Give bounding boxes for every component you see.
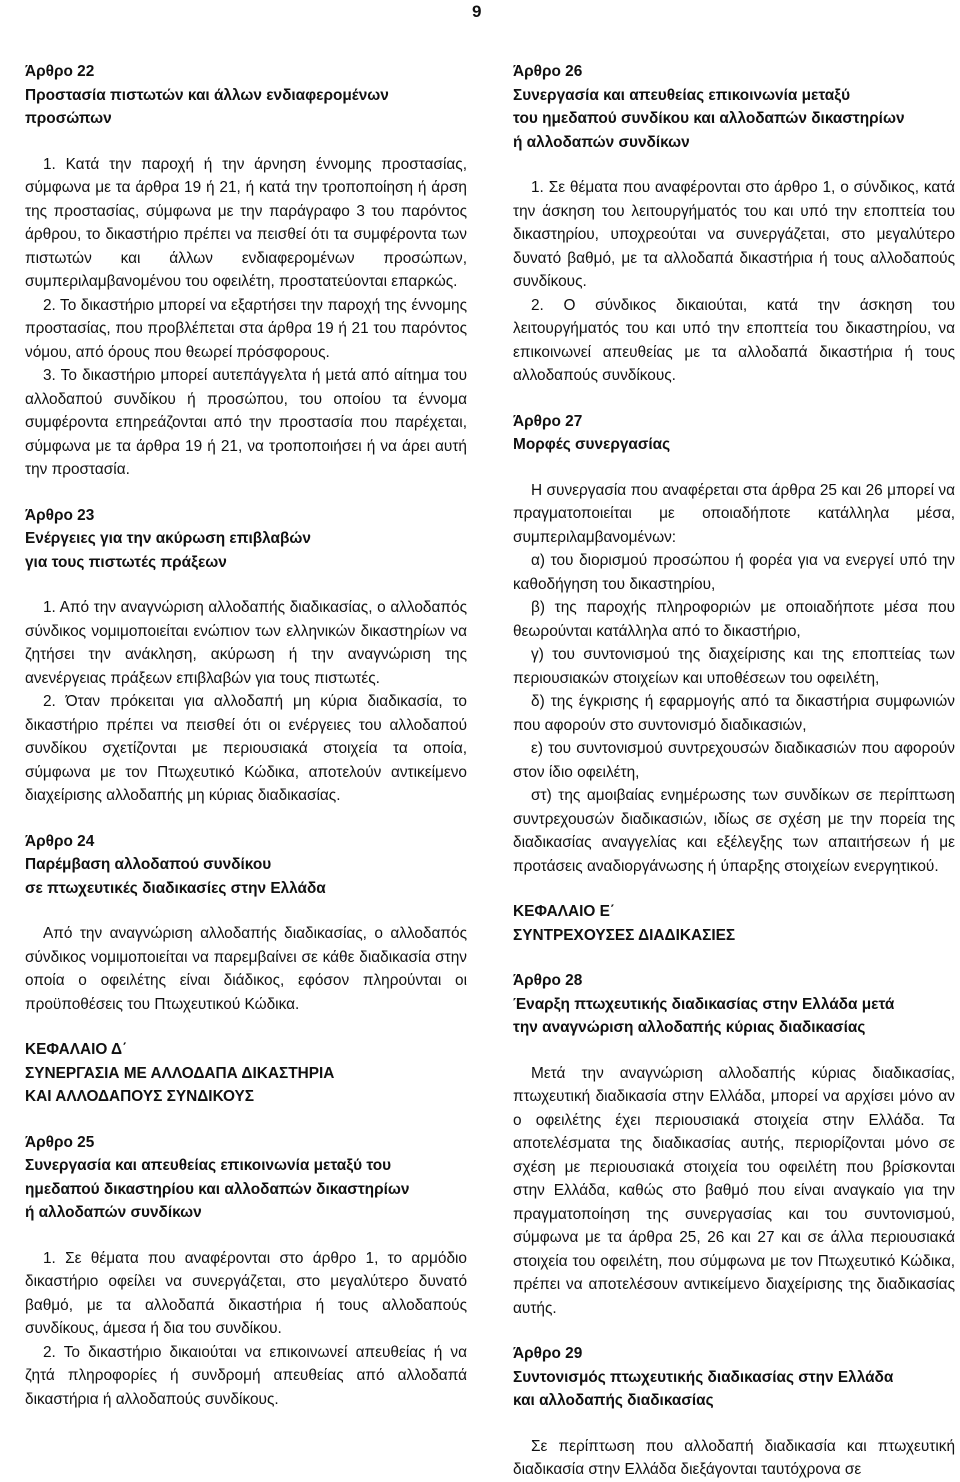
- article-26-paragraph-1: 1. Σε θέματα που αναφέρονται στο άρθρο 1, ο σύνδικος, κατά την άσκηση του λειτουργήματός του και υπό την εποπτεία του δικαστηρίου, υποχρεούται να συνεργάζεται, στο μεγαλύτερο δυνατό βαθμό, με τα αλλοδαπά δικαστήρια ή τους αλλοδαπούς συνδίκους.: [513, 179, 955, 290]
- chapter-d-subtitle-line-1: ΣΥΝΕΡΓΑΣΙΑ ΜΕ ΑΛΛΟΔΑΠΑ ΔΙΚΑΣΤΗΡΙΑ: [25, 1064, 335, 1082]
- article-22: [25, 60, 467, 482]
- article-25-paragraph-1: 1. Σε θέματα που αναφέρονται στο άρθρο 1, το αρμόδιο δικαστήριο οφείλει να συνεργάζεται, στο μεγαλύτερο δυνατό βαθμό, με τα αλλοδαπά δικαστήρια ή τους αλλοδαπούς συνδίκους, άμεσα ή δια του συνδίκου.: [25, 1249, 467, 1337]
- article-27-item-e: ε) του συντονισμού συντρεχουσών διαδικασιών που αφορούν στον ίδιο οφειλέτη,: [513, 740, 955, 781]
- article-22-title: Άρθρο 22: [25, 63, 95, 80]
- article-28: [513, 969, 955, 1320]
- chapter-d: [25, 1038, 467, 1109]
- article-25-subtitle-line-3: ή αλλοδαπών συνδίκων: [25, 1204, 202, 1221]
- article-26-subtitle-line-1: Συνεργασία και απευθείας επικοινωνία μεταξύ: [513, 86, 851, 104]
- article-29: [513, 1342, 955, 1482]
- article-27-item-b: β) της παροχής πληροφοριών με οποιαδήποτε μέσα που θεωρούνται κατάλληλα από το δικαστήριο,: [513, 599, 955, 640]
- article-23-paragraph-2: 2. Όταν πρόκειται για αλλοδαπή μη κύρια διαδικασία, το δικαστήριο πρέπει να πεισθεί ότι οι ενέργειες του αλλοδαπού συνδίκου σχετίζονται με περιουσιακά στοιχεία τα οποία, σύμφωνα με τον Πτωχευτικό Κώδικα, αποτελούν αντικείμενο διαχείρισης αλλοδαπής μη κύριας διαδικασίας.: [25, 693, 467, 804]
- article-24-subtitle-line-1: Παρέμβαση αλλοδαπού συνδίκου: [25, 856, 272, 873]
- article-29-paragraph-1: Σε περίπτωση που αλλοδαπή διαδικασία και πτωχευτική διαδικασία στην Ελλάδα διεξάγονται ταυτόχρονα σε: [513, 1437, 955, 1478]
- article-26-subtitle-line-3: ή αλλοδαπών συνδίκων: [513, 133, 690, 151]
- article-26: [513, 60, 955, 388]
- article-27-title: Άρθρο 27: [513, 412, 583, 430]
- article-24-title: Άρθρο 24: [25, 832, 95, 850]
- article-27-item-f: στ) της αμοιβαίας ενημέρωσης των συνδίκων σε περίπτωση συντρεχουσών διαδικασιών, ιδίως σε σχέση με την πορεία της διαδικασίας αναγγελίας και εξέλεγξης των απαιτήσεων ή με προτάσεις αναδιοργάνωσης ή ύπαρξης στοιχείων ενεργητικού.: [513, 787, 955, 875]
- article-25-subtitle-line-2: ημεδαπού δικαστηρίου και αλλοδαπών δικαστηρίων: [25, 1180, 410, 1198]
- article-28-title: Άρθρο 28: [513, 972, 583, 989]
- article-26-title: Άρθρο 26: [513, 63, 583, 80]
- article-26-paragraph-2: 2. Ο σύνδικος δικαιούται, κατά την άσκηση του λειτουργήματός του και υπό την εποπτεία του δικαστηρίου, να επικοινωνεί απευθείας με τα αλλοδαπά δικαστήρια ή τους αλλοδαπούς συνδίκους.: [513, 296, 955, 384]
- article-27-item-c: γ) του συντονισμού της διαχείρισης και της εποπτείας των περιουσιακών στοιχείων και υποθέσεων του οφειλέτη,: [513, 646, 955, 687]
- article-28-subtitle-line-2: την αναγνώριση αλλοδαπής κύριας διαδικασίας: [513, 1019, 866, 1036]
- article-23-subtitle-line-2: για τους πιστωτές πράξεων: [25, 553, 227, 571]
- article-22-paragraph-3: 3. Το δικαστήριο μπορεί αυτεπάγγελτα ή μετά από αίτημα του αλλοδαπού συνδίκου ή προσώπου, του οποίου τα έννομα συμφέροντα επηρεάζονται από την προστασία που παρέχεται, σύμφωνα με τα άρθρα 19 ή 21, να τροποποιήσει ή να άρει αυτή την προστασία.: [25, 367, 467, 478]
- article-27-item-a: α) του διορισμού προσώπου ή φορέα για να ενεργεί υπό την καθοδήγηση του δικαστηρίου,: [513, 552, 955, 593]
- article-29-subtitle-line-1: Συντονισμός πτωχευτικής διαδικασίας στην Ελλάδα: [513, 1368, 894, 1386]
- left-column: [25, 60, 467, 1411]
- article-25: [25, 1131, 467, 1412]
- article-27-item-d: δ) της έγκρισης ή εφαρμογής από τα δικαστήρια συμφωνιών που αφορούν στο συντονισμό διαδικασιών,: [513, 693, 955, 734]
- article-23-subtitle-line-1: Ενέργειες για την ακύρωση επιβλαβών: [25, 530, 311, 547]
- article-25-subtitle-line-1: Συνεργασία και απευθείας επικοινωνία μεταξύ του: [25, 1157, 392, 1174]
- chapter-d-title: ΚΕΦΑΛΑΙΟ Δ΄: [25, 1041, 128, 1058]
- page-number: 9: [472, 2, 482, 21]
- article-27: [513, 410, 955, 879]
- chapter-e-subtitle-line-1: ΣΥΝΤΡΕΧΟΥΣΕΣ ΔΙΑΔΙΚΑΣΙΕΣ: [513, 926, 736, 944]
- article-28-subtitle-line-1: Έναρξη πτωχευτικής διαδικασίας στην Ελλάδα μετά: [513, 995, 895, 1013]
- article-24-subtitle-line-2: σε πτωχευτικές διαδικασίες στην Ελλάδα: [25, 879, 326, 897]
- article-23-paragraph-1: 1. Από την αναγνώριση αλλοδαπής διαδικασίας, ο αλλοδαπός σύνδικος νομιμοποιείται ενώπιον των ελληνικών δικαστηρίων να ζητήσει την ανάκληση, ακύρωση ή την αναγνώριση της ανενέργειας πράξεων επιβλαβών για τους πιστωτές.: [25, 599, 467, 687]
- article-28-paragraph-1: Μετά την αναγνώριση αλλοδαπής κύριας διαδικασίας, πτωχευτική διαδικασία στην Ελλάδα, μπορεί να αρχίσει μόνο αν ο οφειλέτης έχει περιουσιακά στοιχεία στην Ελλάδα. Τα αποτελέσματα της διαδικασίας αυτής, περιορίζονται μόνο σε σχέση με περιουσιακά στοιχεία του οφειλέτη που βρίσκονται στην Ελλάδα, καθώς στο βαθμό που είναι αναγκαίο για την πραγματοποίηση της συνεργασίας και του συντονισμού, σύμφωνα με τα άρθρα 25, 26 και 27 και σε άλλα περιουσιακά στοιχεία του οφειλέτη, που σύμφωνα με τον Πτωχευτικό Κώδικα, πρέπει να αποτελέσουν αντικείμενο διαχείρισης της διαδικασίας αυτής.: [513, 1064, 955, 1317]
- article-24: [25, 830, 467, 1017]
- article-22-paragraph-2: 2. Το δικαστήριο μπορεί να εξαρτήσει την παροχή της έννομης προστασίας, που προβλέπεται στα άρθρα 19 ή 21 του παρόντος νόμου, από όρους που θεωρεί πρόσφορους.: [25, 296, 467, 361]
- chapter-e: [513, 900, 955, 947]
- article-27-subtitle-line-1: Μορφές συνεργασίας: [513, 436, 671, 453]
- article-29-subtitle-line-2: και αλλοδαπής διαδικασίας: [513, 1392, 714, 1409]
- article-22-subtitle-line-2: προσώπων: [25, 110, 112, 127]
- article-29-title: Άρθρο 29: [513, 1345, 583, 1362]
- article-24-paragraph-1: Από την αναγνώριση αλλοδαπής διαδικασίας, ο αλλοδαπός σύνδικος νομιμοποιείται να παρεμβαίνει σε κάθε διαδικασία στην οποία ο οφειλέτης είναι διάδικος, εφόσον πληρούνται οι προϋποθέσεις του Πτωχευτικού Κώδικα.: [25, 925, 467, 1013]
- right-column: [513, 60, 955, 1482]
- article-23-title: Άρθρο 23: [25, 506, 95, 524]
- article-25-title: Άρθρο 25: [25, 1133, 95, 1151]
- article-25-paragraph-2: 2. Το δικαστήριο δικαιούται να επικοινωνεί απευθείας ή να ζητά πληροφορίες ή συνδρομή απευθείας από αλλοδαπά δικαστήρια ή αλλοδαπούς συνδίκους.: [25, 1343, 467, 1408]
- article-23: [25, 504, 467, 808]
- article-22-subtitle-line-1: Προστασία πιστωτών και άλλων ενδιαφερομένων: [25, 86, 389, 104]
- article-27-paragraph-1: Η συνεργασία που αναφέρεται στα άρθρα 25 και 26 μπορεί να πραγματοποιείται με οποιαδήποτε κατάλληλα μέσα, συμπεριλαμβανομένων:: [513, 481, 955, 546]
- article-22-paragraph-1: 1. Κατά την παροχή ή την άρνηση έννομης προστασίας, σύμφωνα με τα άρθρα 19 ή 21, ή κατά την τροποποίηση ή άρση της προστασίας, σύμφωνα με την παράγραφο 3 του παρόντος άρθρου, το δικαστήριο πρέπει να πεισθεί ότι τα συμφέροντα των πιστωτών και άλλων ενδιαφερομένων προσώπων, συμπεριλαμβανομένου του οφειλέτη, προστατεύονται επαρκώς.: [25, 155, 467, 290]
- article-26-subtitle-line-2: του ημεδαπού συνδίκου και αλλοδαπών δικαστηρίων: [513, 110, 905, 127]
- chapter-d-subtitle-line-2: ΚΑΙ ΑΛΛΟΔΑΠΟΥΣ ΣΥΝΔΙΚΟΥΣ: [25, 1088, 255, 1105]
- chapter-e-title: ΚΕΦΑΛΑΙΟ Ε΄: [513, 903, 616, 920]
